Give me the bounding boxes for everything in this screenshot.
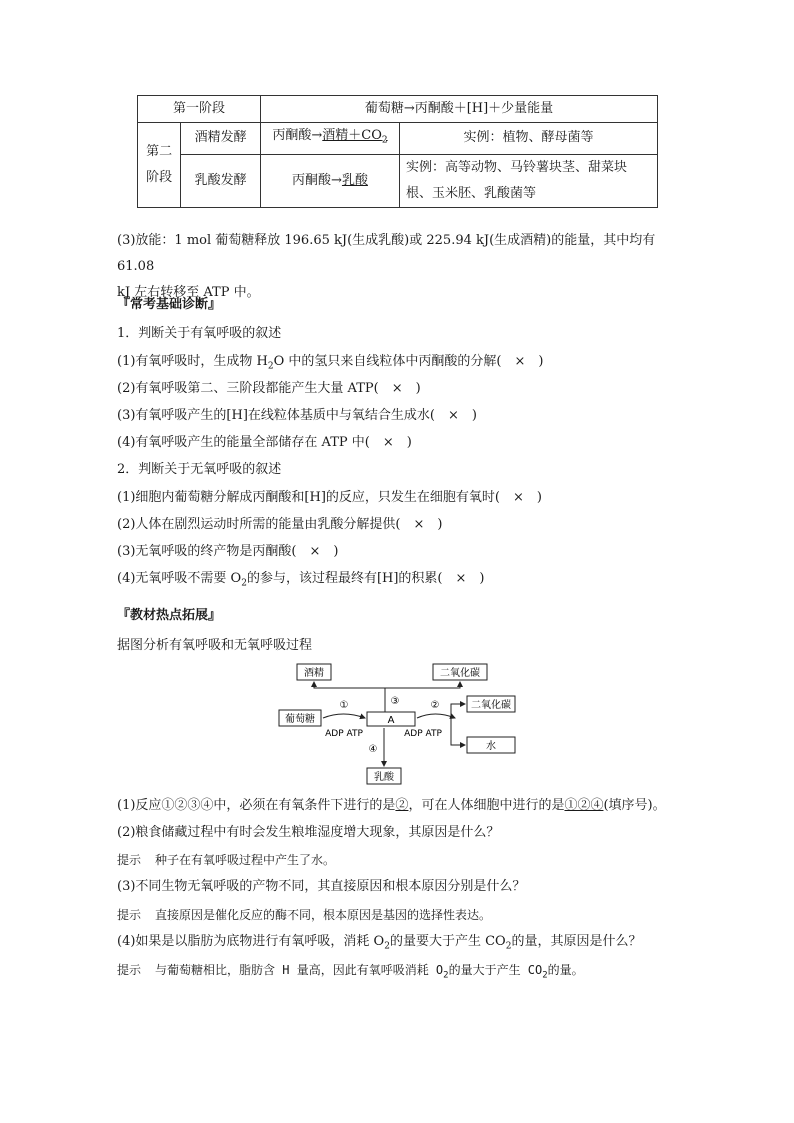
question-2-title: 2．判断关于无氧呼吸的叙述 — [117, 462, 282, 477]
hint-3: 提示 直接原因是催化反应的酶不同，根本原因是基因的选择性表达。 — [117, 908, 492, 922]
lactic-product: 乳酸 — [341, 172, 368, 188]
energy-note: (3)放能：1 mol 葡萄糖释放 196.65 kJ(生成乳酸)或 225.94 kJ(生成酒精)的能量，其中均有 61.08 kJ 左右转移至 ATP 中。 — [117, 233, 656, 300]
section-title-extension: 『教材热点拓展』 — [117, 608, 222, 623]
co2-top-label: 二氧化碳 — [440, 668, 480, 679]
section-title-basics: 『常考基础诊断』 — [117, 297, 222, 312]
a-label: A — [387, 715, 395, 726]
arrow-to-water — [451, 718, 465, 745]
extension-question-4: (4)如果是以脂肪为底物进行有氧呼吸，消耗 $O_2$的量要大于产生 $CO_2$的量，其原因是什么？ — [117, 934, 642, 952]
hint-2: 提示 种子在有氧呼吸过程中产生了水。 — [117, 853, 336, 867]
extension-question-3: (3)不同生物无氧呼吸的产物不同，其直接原因和根本原因分别是什么？ — [117, 879, 526, 894]
table-row — [138, 123, 658, 155]
arrow-to-alcohol — [314, 682, 385, 712]
stage2-label: 第二 阶段 — [138, 123, 181, 208]
reaction-4-label: ④ — [368, 744, 378, 755]
list-item: (3)无氧呼吸的终产物是丙酮酸( × ) — [117, 544, 339, 559]
stage1-label: 第一阶段 — [138, 96, 261, 123]
reaction-3-label: ③ — [390, 696, 400, 707]
reaction-2-label: ② — [430, 700, 440, 711]
alcohol-reaction: 丙酮酸→酒精$+CO_2$ — [261, 123, 400, 155]
list-item: (4)有氧呼吸产生的能量全部储存在 ATP 中( × ) — [117, 435, 412, 450]
glucose-label: 葡萄糖 — [285, 714, 315, 725]
arrow-to-co2-top — [385, 682, 460, 688]
list-item: (1)细胞内葡萄糖分解成丙酮酸和[H]的反应，只发生在细胞有氧时( × ) — [117, 490, 542, 505]
table-row — [138, 154, 658, 207]
alcohol-product: 酒精$+CO_2$ — [322, 128, 388, 146]
lactic-example: 实例：高等动物、马铃薯块茎、甜菜块 根、玉米胚、乳酸菌等 — [400, 154, 658, 207]
arrow-2 — [417, 714, 455, 718]
alcohol-label: 酒精 — [304, 668, 324, 679]
list-item: (2)有氧呼吸第二、三阶段都能产生大量 ATP( × ) — [117, 381, 421, 396]
arrow-to-co2-right — [451, 704, 465, 718]
alcohol-fermentation-label: 酒精发酵 — [181, 123, 261, 155]
list-item: (4)无氧呼吸不需要 $O_2$的参与，该过程最终有[H]的积累( × ) — [117, 571, 485, 589]
adp-atp-left-label: ADP ATP — [325, 729, 363, 739]
table-row — [138, 96, 658, 123]
respiration-diagram — [275, 660, 535, 788]
extension-question-1: (1)反应①②③④中，必须在有氧条件下进行的是②，可在人体细胞中进行的是①②④(填序号)。 — [117, 798, 666, 813]
adp-atp-right-label: ADP ATP — [404, 729, 442, 739]
hint-4: 提示 与葡萄糖相比，脂肪含 H 量高，因此有氧呼吸消耗 $O_2$的量大于产生 $CO_2$的量。 — [117, 963, 584, 981]
list-item: (1)有氧呼吸时，生成物 $H_2O$ 中的氢只来自线粒体中丙酮酸的分解( × ) — [117, 354, 544, 372]
water-label: 水 — [486, 741, 496, 752]
lactic-reaction: 丙酮酸→乳酸 — [261, 154, 400, 207]
lactic-fermentation-label: 乳酸发酵 — [181, 154, 261, 207]
diagram-intro: 据图分析有氧呼吸和无氧呼吸过程 — [117, 638, 313, 653]
list-item: (3)有氧呼吸产生的[H]在线粒体基质中与氧结合生成水( × ) — [117, 408, 477, 423]
reaction-1-label: ① — [339, 700, 349, 711]
stage1-content: 葡萄糖→丙酮酸＋[H]＋少量能量 — [261, 96, 658, 123]
extension-question-2: (2)粮食储藏过程中有时会发生粮堆湿度增大现象，其原因是什么？ — [117, 825, 500, 840]
arrow-1 — [323, 714, 365, 718]
respiration-table — [137, 95, 658, 208]
alcohol-example: 实例：植物、酵母菌等 — [400, 123, 658, 155]
question-1-title: 1．判断关于有氧呼吸的叙述 — [117, 326, 282, 341]
lactic-label: 乳酸 — [374, 772, 394, 783]
co2-right-label: 二氧化碳 — [471, 700, 511, 711]
list-item: (2)人体在剧烈运动时所需的能量由乳酸分解提供( × ) — [117, 517, 443, 532]
